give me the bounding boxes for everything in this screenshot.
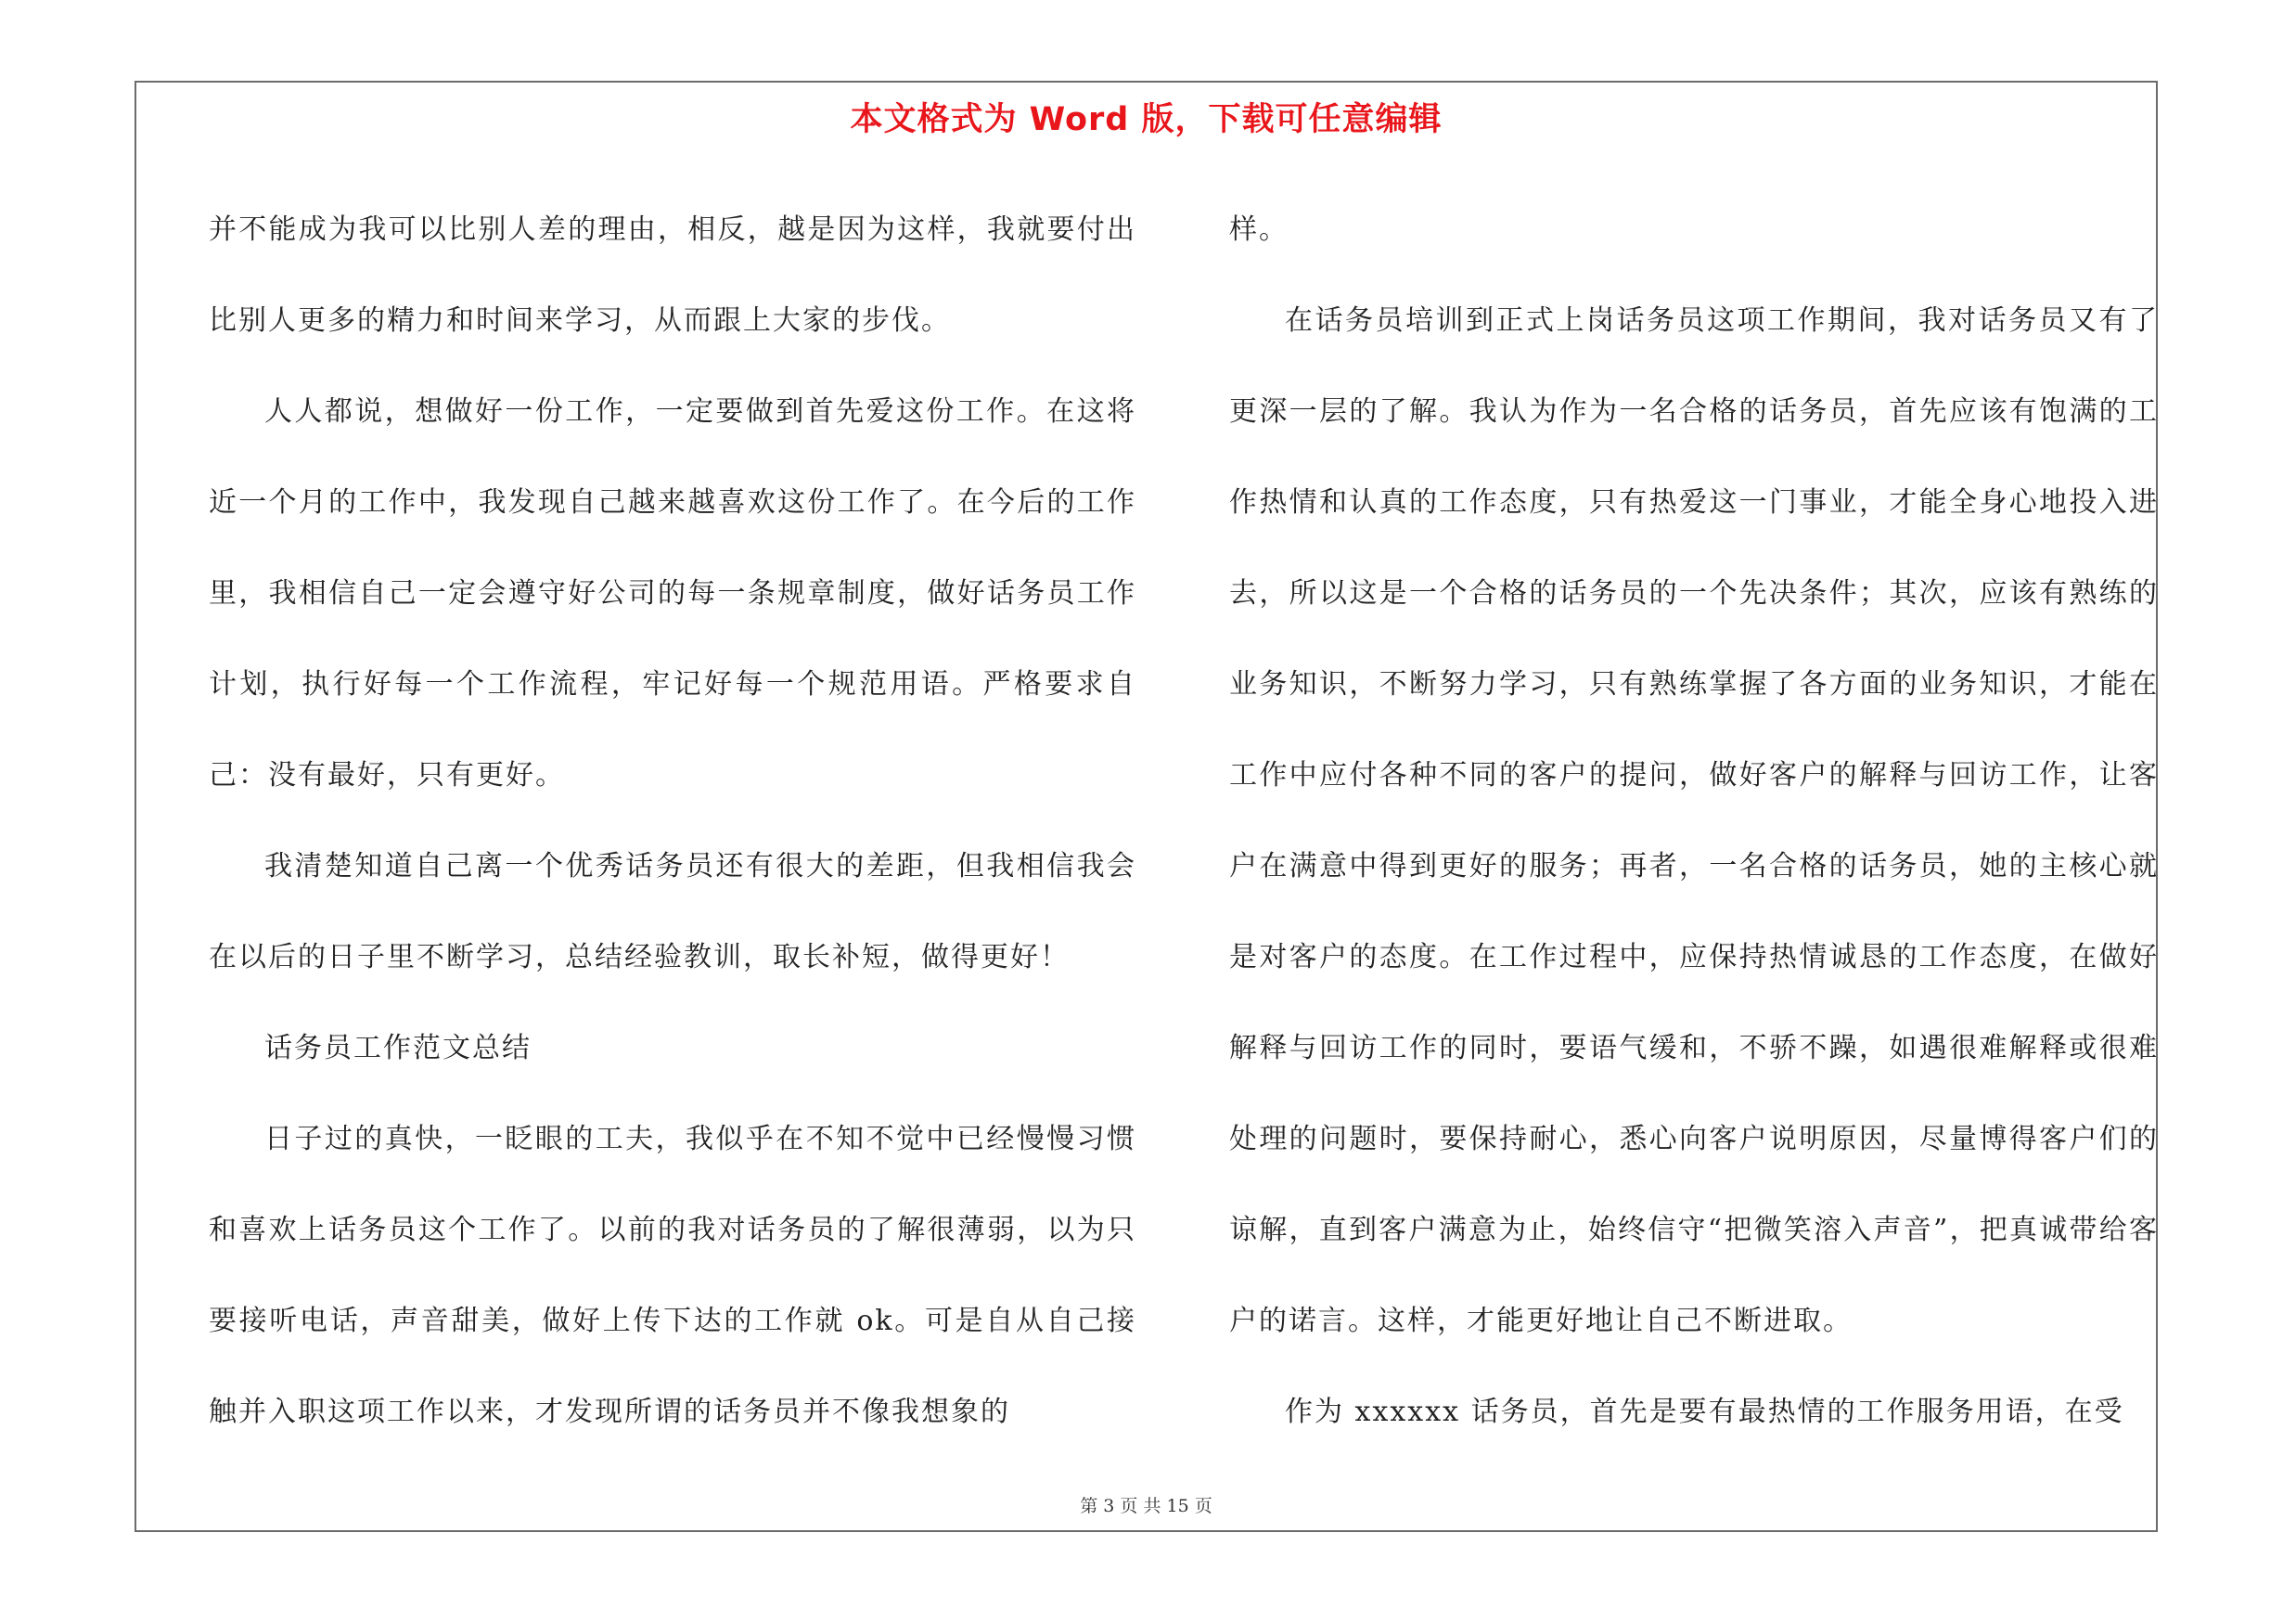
paragraph: 日子过的真快，一眨眼的工夫，我似乎在不知不觉中已经慢慢习惯和喜欢上话务员这个工作了。以前的我对话务员的了解很薄弱，以为只要接听电话，声音甜美，做好上传下达的工作就 ok。可是自从自己接触并入职这项工作以来，才发现所谓的话务员并不像我想象的 xyxy=(209,1123,1136,1428)
paragraph: 样。 xyxy=(1229,213,1289,246)
paragraph: 在话务员培训到正式上岗话务员这项工作期间，我对话务员又有了更深一层的了解。我认为作为一名合格的话务员，首先应该有饱满的工作热情和认真的工作态度，只有热爱这一门事业，才能全身心地投入进去，所以这是一个合格的话务员的一个先决条件；其次，应该有熟练的业务知识，不断努力学习，只有熟练掌握了各方面的业务知识，才能在工作中应付各种不同的客户的提问，做好客户的解释与回访工作，让客户在满意中得到更好的服务；再者，一名合格的话务员，她的主核心就是对客户的态度。在工作过程中，应保持热情诚恳的工作态度，在做好解释与回访工作的同时，要语气缓和，不骄不躁，如遇很难解释或很难处理的问题时，要保持耐心，悉心向客户说明原因，尽量博得客户们的谅解，直到客户满意为止，始终信守“把微笑溶入声音”，把真诚带给客户的诺言。这样，才能更好地让自己不断进取。 xyxy=(1229,304,2159,1337)
paragraph: 作为 xxxxxx 话务员，首先是要有最热情的工作服务用语，在受 xyxy=(1285,1396,2124,1428)
paragraph: 并不能成为我可以比别人差的理由，相反，越是因为这样，我就要付出比别人更多的精力和时间来学习，从而跟上大家的步伐。 xyxy=(209,213,1136,337)
page-number: 第 3 页 共 15 页 xyxy=(1080,1496,1212,1516)
left-column xyxy=(209,185,1136,1458)
paragraph: 人人都说，想做好一份工作，一定要做到首先爱这份工作。在这将近一个月的工作中，我发现自己越来越喜欢这份工作了。在今后的工作里，我相信自己一定会遵守好公司的每一条规章制度，做好话务员工作计划，执行好每一个工作流程，牢记好每一个规范用语。严格要求自己：没有最好，只有更好。 xyxy=(209,395,1136,792)
document-page xyxy=(135,81,2158,1532)
paragraph: 我清楚知道自己离一个优秀话务员还有很大的差距，但我相信我会在以后的日子里不断学习，总结经验教训，取长补短，做得更好！ xyxy=(209,850,1136,973)
format-banner: 本文格式为 Word 版，下载可任意编辑 xyxy=(850,101,1443,138)
right-column xyxy=(1229,185,2159,1458)
section-heading: 话务员工作范文总结 xyxy=(264,1032,532,1064)
